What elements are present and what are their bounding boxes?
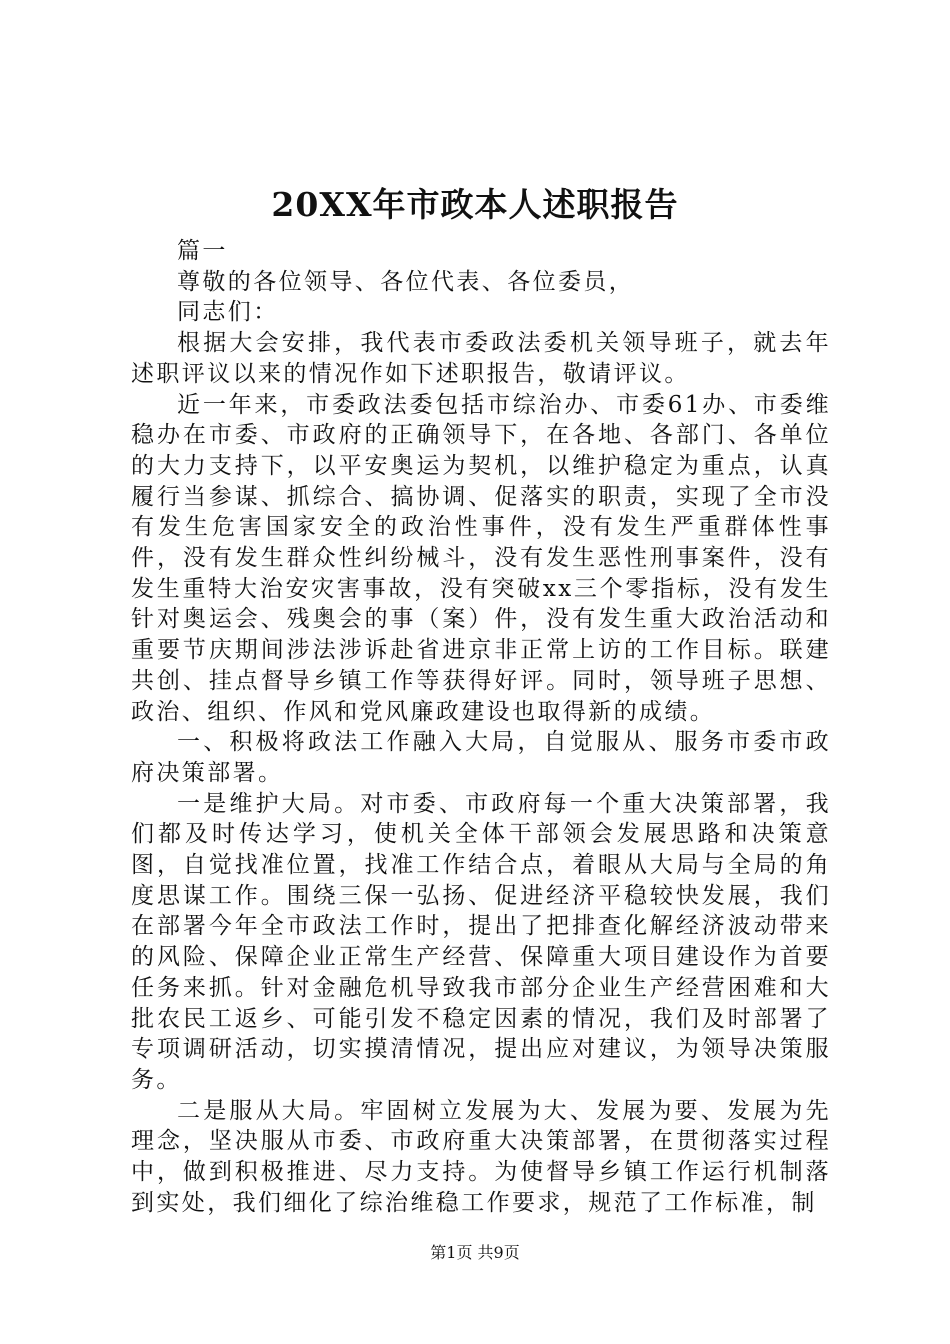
document-title: 20XX年市政本人述职报告	[271, 185, 679, 224]
salutation: 同志们：	[177, 299, 279, 326]
salutation: 尊敬的各位领导、各位代表、各位委员，	[177, 268, 635, 295]
body-paragraph: 一是维护大局。对市委、市政府每一个重大决策部署，我们都及时传达学习，使机关全体干部领会发展思路和决策意图，自觉找准位置，找准工作结合点，着眼从大局与全局的角度思谋工作。围绕三保一弘扬、促进经济平稳较快发展，我们在部署今年全市政法工作时，提出了把排查化解经济波动带来的风险、保障企业正常生产经营、保障重大项目建设作为首要任务来抓。针对金融危机导致我市部分企业生产经营困难和大批农民工返乡、可能引发不稳定因素的情况，我们及时部署了专项调研活动，切实摸清情况，提出应对建议，为领导决策服务。	[131, 790, 831, 1093]
section-heading: 篇一	[177, 238, 228, 264]
body-paragraph: 近一年来，市委政法委包括市综治办、市委61办、市委维稳办在市委、市政府的正确领导下，在各地、各部门、各单位的大力支持下，以平安奥运为契机，以维护稳定为重点，认真履行当参谋、抓综合、搞协调、促落实的职责，实现了全市没有发生危害国家安全的政治性事件，没有发生严重群体性事件，没有发生群众性纠纷械斗，没有发生恶性刑事案件，没有发生重特大治安灾害事故，没有突破xx三个零指标，没有发生针对奥运会、残奥会的事（案）件，没有发生重大政治活动和重要节庆期间涉法涉诉赴省进京非正常上访的工作目标。联建共创、挂点督导乡镇工作等获得好评。同时，领导班子思想、政治、组织、作风和党风廉政建设也取得新的成绩。	[131, 391, 831, 725]
body-paragraph: 根据大会安排，我代表市委政法委机关领导班子，就去年述职评议以来的情况作如下述职报告，敬请评议。	[131, 330, 831, 387]
document-body	[131, 236, 831, 1219]
section-subheading: 一、积极将政法工作融入大局，自觉服从、服务市委市政府决策部署。	[131, 729, 831, 786]
page-number-footer: 第1页 共9页	[430, 1243, 520, 1262]
body-paragraph: 二是服从大局。牢固树立发展为大、发展为要、发展为先理念，坚决服从市委、市政府重大决策部署，在贯彻落实过程中，做到积极推进、尽力支持。为使督导乡镇工作运行机制落到实处，我们细化了综治维稳工作要求，规范了工作标准，制	[131, 1097, 831, 1216]
